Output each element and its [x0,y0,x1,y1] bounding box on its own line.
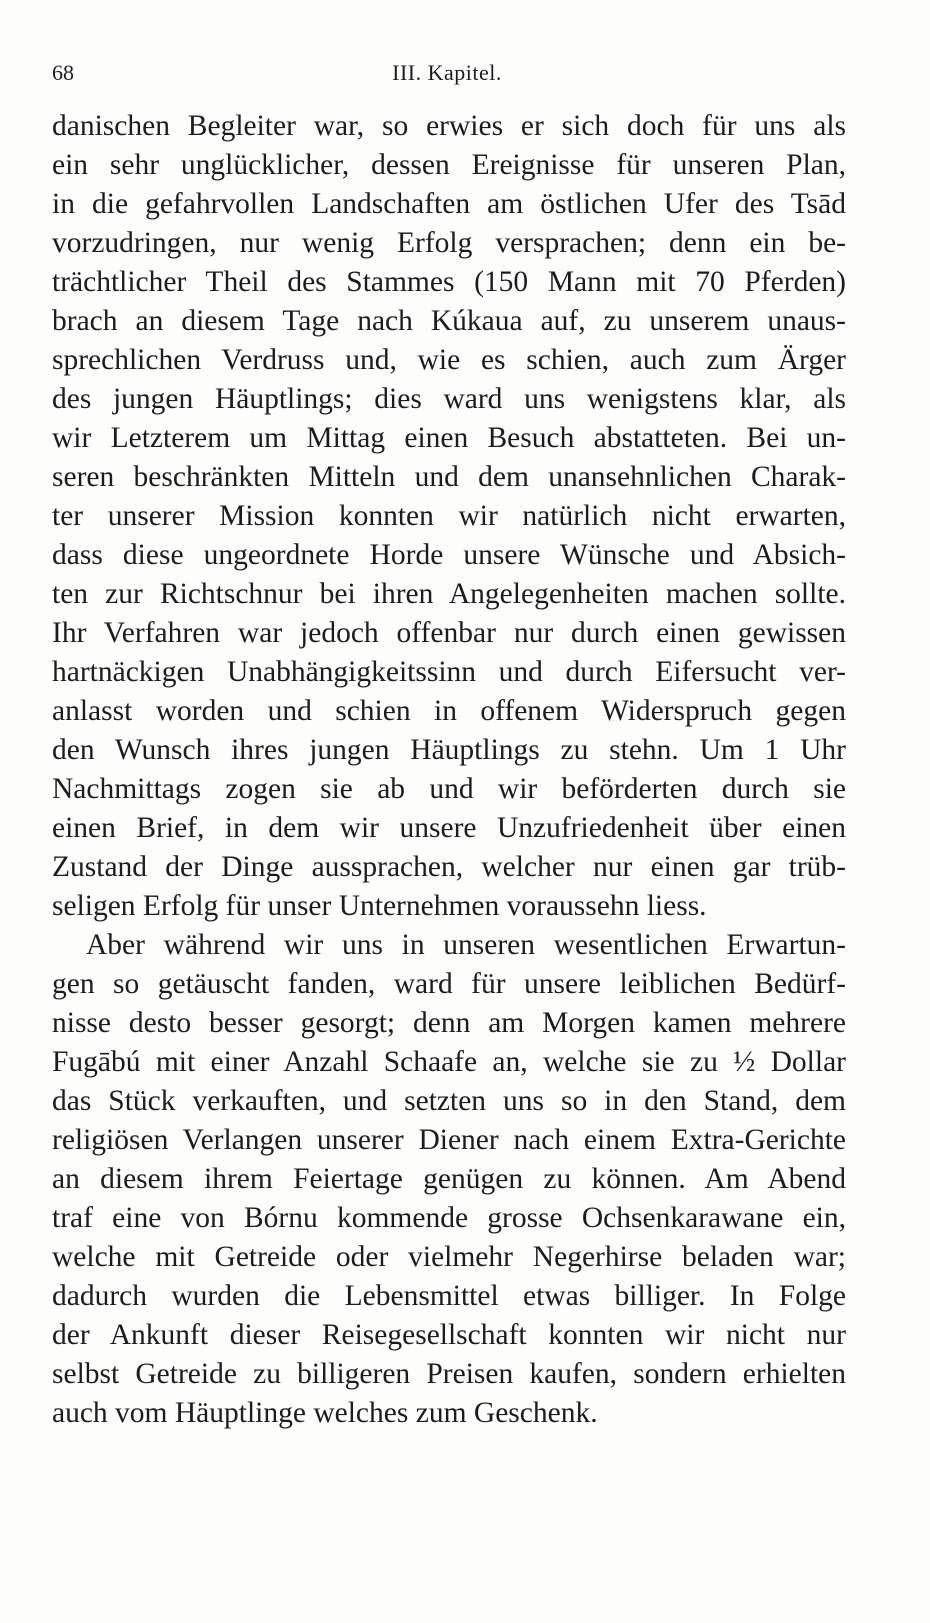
text-line: ten zur Richtschnur bei ihren Angelegenheiten machen sollte. [52,578,846,610]
text-line: Zustand der Dinge aussprachen, welcher nur einen gar trüb- [52,851,846,883]
text-line: das Stück verkauften, und setzten uns so in den Stand, dem [52,1085,846,1117]
text-line: in die gefahrvollen Landschaften am östlichen Ufer des Tsād [52,188,846,220]
text-line: trächtlicher Theil des Stammes (150 Mann mit 70 Pferden) [52,266,846,298]
text-line: brach an diesem Tage nach Kúkaua auf, zu unserem unaus- [52,305,846,337]
chapter-title: III. Kapitel. [392,60,502,85]
text-line: Ihr Verfahren war jedoch offenbar nur durch einen gewissen [52,617,846,649]
text-line: anlasst worden und schien in offenem Widerspruch gegen [52,695,846,727]
text-line: religiösen Verlangen unserer Diener nach einem Extra-Gerichte [52,1124,846,1156]
text-line: seligen Erfolg für unser Unternehmen voraussehn liess. [52,890,707,922]
text-line: ter unserer Mission konnten wir natürlich nicht erwarten, [52,500,846,532]
text-line: Aber während wir uns in unseren wesentlichen Erwartun- [86,929,846,961]
text-line: danischen Begleiter war, so erwies er sich doch für uns als [52,110,846,142]
text-line: selbst Getreide zu billigeren Preisen kaufen, sondern erhielten [52,1358,846,1390]
text-line: dadurch wurden die Lebensmittel etwas billiger. In Folge [52,1280,846,1312]
text-line: an diesem ihrem Feiertage genügen zu können. Am Abend [52,1163,846,1195]
text-line: einen Brief, in dem wir unsere Unzufriedenheit über einen [52,812,846,844]
text-line: des jungen Häuptlings; dies ward uns wenigstens klar, als [52,383,846,415]
text-line: den Wunsch ihres jungen Häuptlings zu stehn. Um 1 Uhr [52,734,846,766]
text-line: der Ankunft dieser Reisegesellschaft konnten wir nicht nur [52,1319,846,1351]
text-line: Nachmittags zogen sie ab und wir beförderten durch sie [52,773,846,805]
running-head [52,58,842,88]
text-line: vorzudringen, nur wenig Erfolg versprachen; denn ein be- [52,227,846,259]
text-line: ein sehr unglücklicher, dessen Ereignisse für unseren Plan, [52,149,846,181]
text-line: sprechlichen Verdruss und, wie es schien, auch zum Ärger [52,344,846,376]
text-line: wir Letzterem um Mittag einen Besuch abstatteten. Bei un- [52,422,846,454]
page-number: 68 [52,60,74,85]
text-line: seren beschränkten Mitteln und dem unansehnlichen Charak- [52,461,846,493]
text-line: traf eine von Bórnu kommende grosse Ochsenkarawane ein, [52,1202,846,1234]
text-line: Fugābú mit einer Anzahl Schaafe an, welche sie zu ½ Dollar [52,1046,846,1078]
text-line: dass diese ungeordnete Horde unsere Wünsche und Absich- [52,539,846,571]
text-line: nisse desto besser gesorgt; denn am Morgen kamen mehrere [52,1007,846,1039]
text-line: hartnäckigen Unabhängigkeitssinn und durch Eifersucht ver- [52,656,846,688]
text-line: gen so getäuscht fanden, ward für unsere leiblichen Bedürf- [52,968,846,1000]
text-line: auch vom Häuptlinge welches zum Geschenk. [52,1397,598,1429]
text-line: welche mit Getreide oder vielmehr Negerhirse beladen war; [52,1241,846,1273]
